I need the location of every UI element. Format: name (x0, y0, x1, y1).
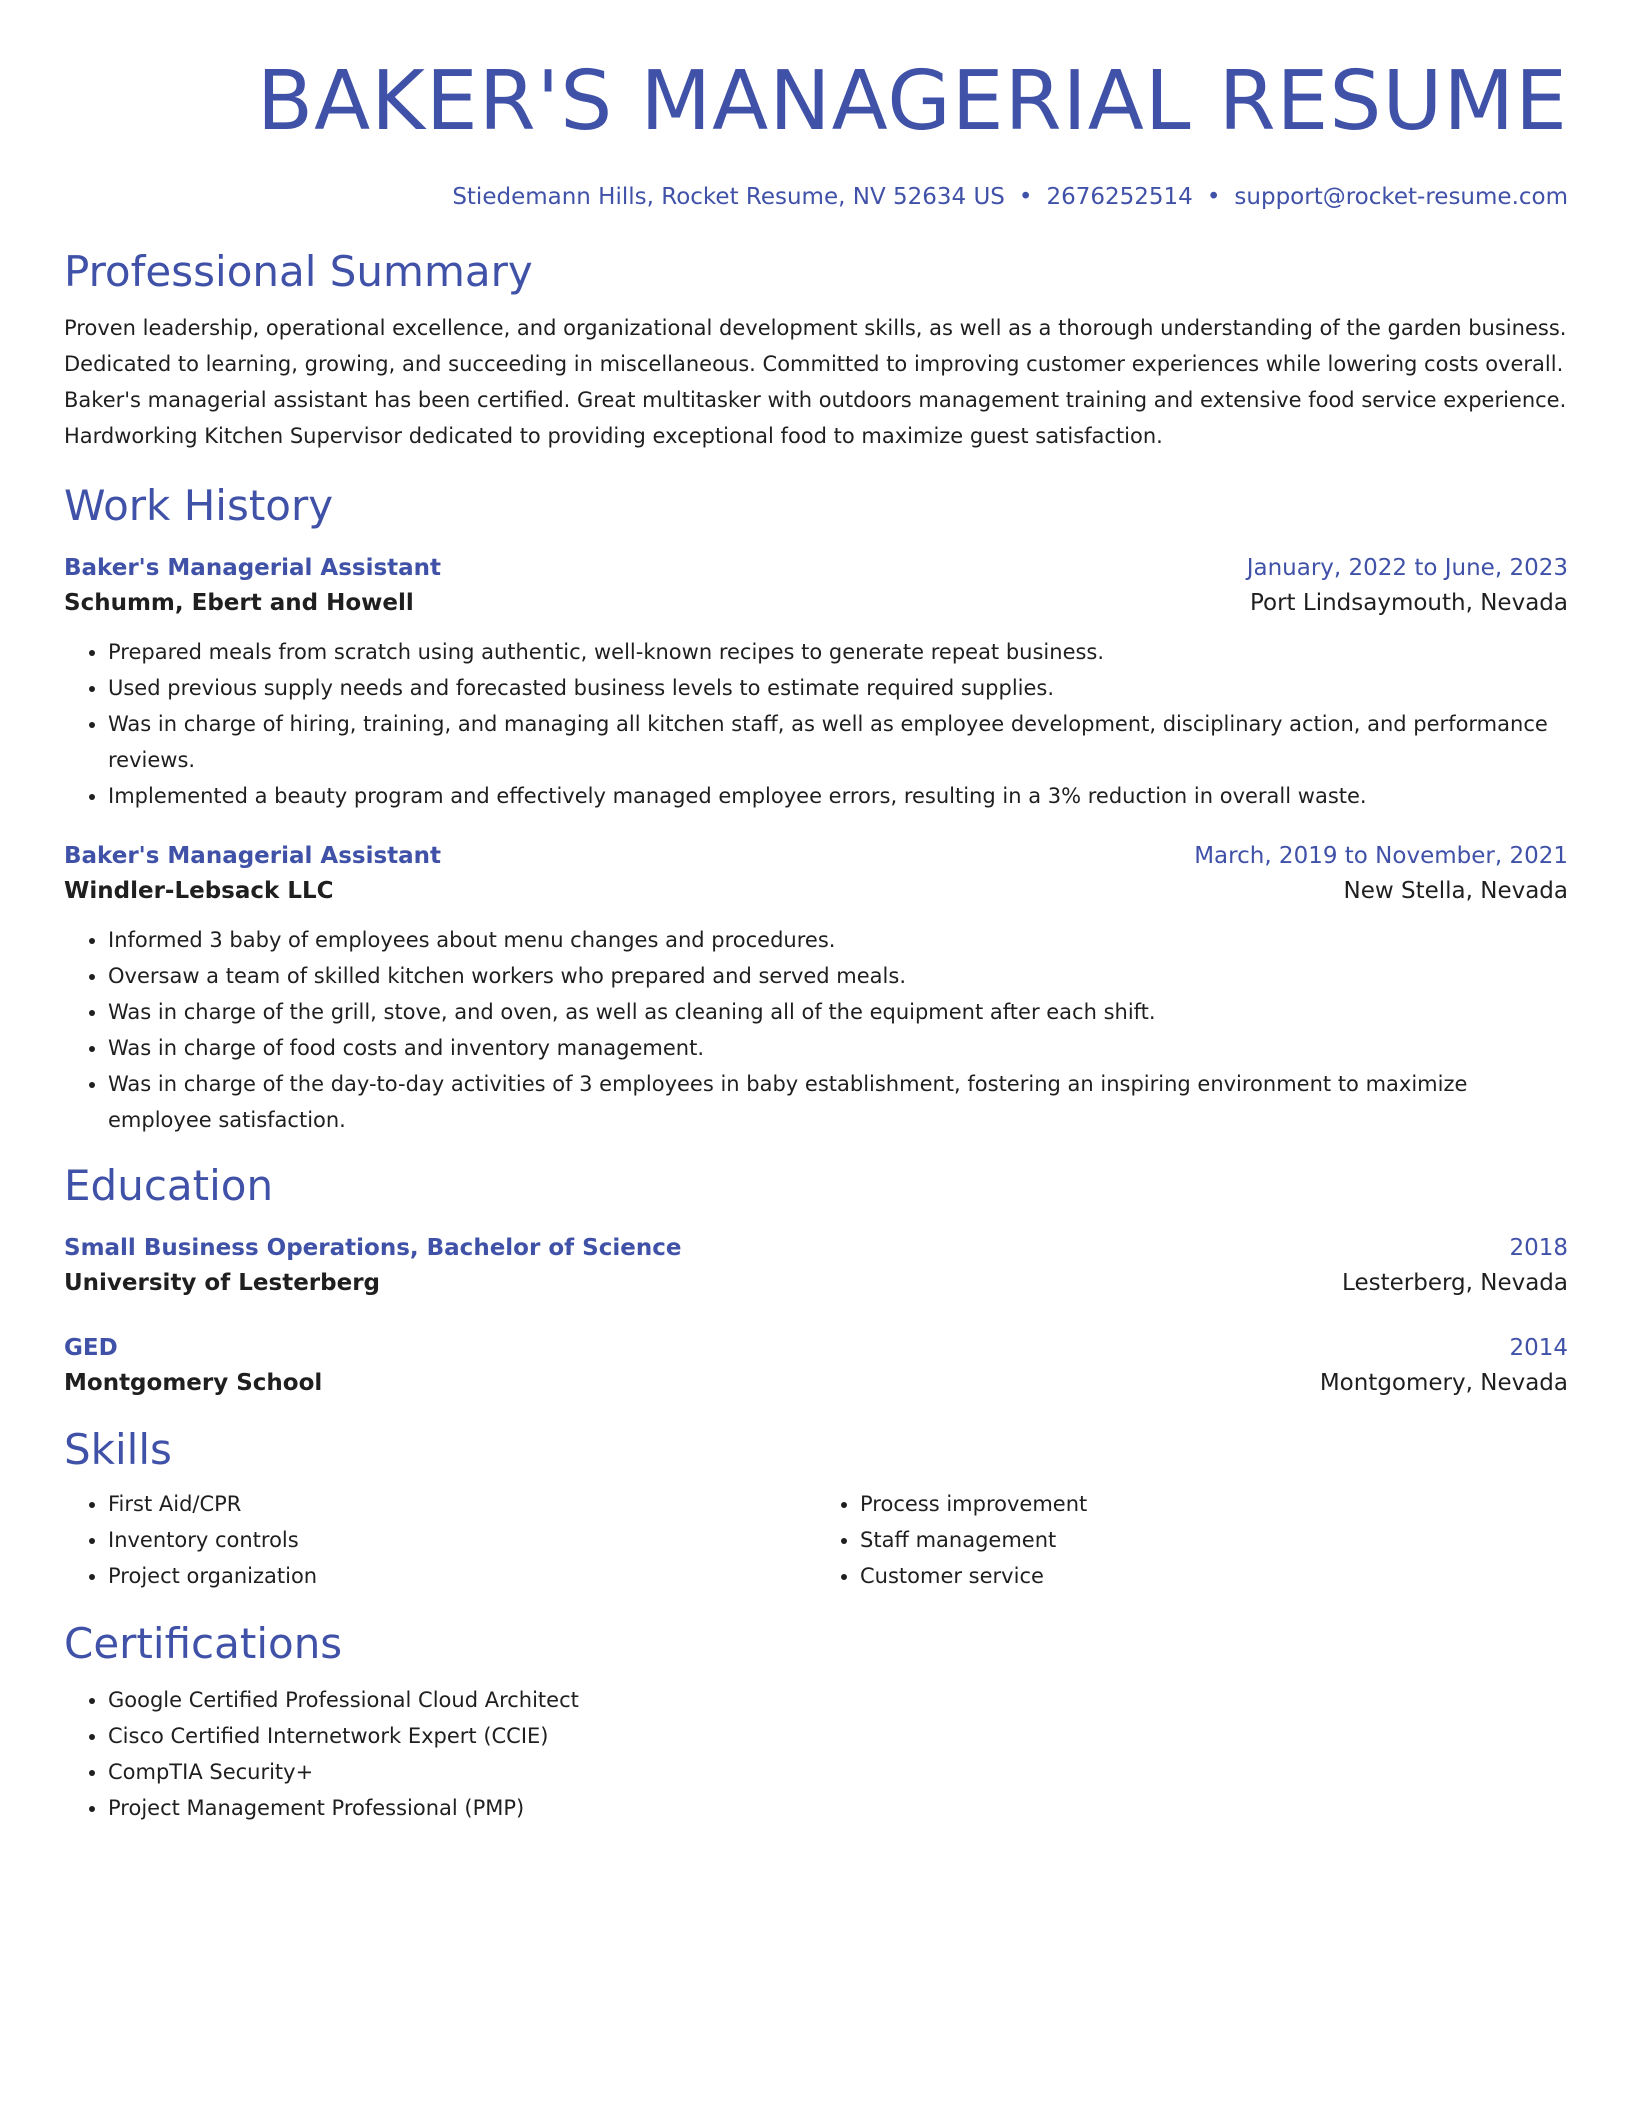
job-dates: January, 2022 to June, 2023 (1246, 555, 1568, 581)
education-location: Lesterberg, Nevada (1342, 1270, 1568, 1296)
job-header-row (64, 840, 1568, 872)
job-company: Windler-Lebsack LLC (64, 878, 334, 904)
contact-separator: • (1018, 184, 1033, 210)
list-item: • First Aid/CPR (108, 1486, 816, 1522)
list-item: • Process improvement (860, 1486, 1568, 1522)
job-bullets (64, 634, 1568, 814)
job-header-row (64, 552, 1568, 584)
list-item: • Prepared meals from scratch using authentic, well-known recipes to generate repeat business. (108, 634, 1568, 670)
education-degree: GED (64, 1335, 118, 1361)
education-degree: Small Business Operations, Bachelor of Science (64, 1235, 682, 1261)
education-heading: Education (64, 1161, 274, 1210)
summary-text: Proven leadership, operational excellence, and organizational development skills, as well as a thorough understanding of the garden business. Dedicated to learning, growing, and succeeding in miscellaneous. Committed to improving customer experiences while lowering costs overall. Baker's managerial assistant has been certified. Great multitasker with outdoors management training and extensive food service experience. Hardworking Kitchen Supervisor dedicated to providing exceptional food to maximize guest satisfaction. (64, 316, 1567, 448)
job-entry (64, 840, 1568, 1138)
work-history-heading: Work History (64, 481, 334, 530)
list-item: • Inventory controls (108, 1522, 816, 1558)
job-location: New Stella, Nevada (1343, 878, 1568, 904)
education-entry (64, 1332, 1568, 1402)
skills-right-list (816, 1486, 1568, 1594)
job-location: Port Lindsaymouth, Nevada (1249, 590, 1568, 616)
list-item: • Oversaw a team of skilled kitchen workers who prepared and served meals. (108, 958, 1568, 994)
education-year: 2014 (1509, 1335, 1568, 1361)
skills-section (64, 1424, 1568, 1594)
education-location: Montgomery, Nevada (1319, 1370, 1568, 1396)
education-school: Montgomery School (64, 1370, 323, 1396)
skills-heading: Skills (64, 1425, 172, 1474)
job-dates: March, 2019 to November, 2021 (1194, 843, 1568, 869)
list-item: • Cisco Certified Internetwork Expert (CCIE) (108, 1718, 1568, 1754)
education-header-row (64, 1232, 1568, 1264)
list-item: • Was in charge of hiring, training, and managing all kitchen staff, as well as employee development, disciplinary action, and performance reviews. (108, 706, 1568, 778)
certifications-heading: Certifications (64, 1619, 343, 1668)
job-entry (64, 552, 1568, 814)
certifications-section (64, 1618, 1568, 1826)
list-item: • Customer service (860, 1558, 1568, 1594)
certifications-list (64, 1682, 1568, 1826)
skills-left-list (64, 1486, 816, 1594)
job-title: Baker's Managerial Assistant (64, 555, 442, 581)
list-item: • Google Certified Professional Cloud Architect (108, 1682, 1568, 1718)
education-entry (64, 1232, 1568, 1302)
work-history-section (64, 480, 1568, 1138)
education-header-row (64, 1332, 1568, 1364)
job-title: Baker's Managerial Assistant (64, 843, 442, 869)
contact-phone: 2676252514 (1046, 184, 1193, 210)
list-item: • Was in charge of the day-to-day activities of 3 employees in baby establishment, fostering an inspiring environment to maximize employee satisfaction. (108, 1066, 1568, 1138)
contact-separator: • (1206, 184, 1221, 210)
job-bullets (64, 922, 1568, 1138)
education-school: University of Lesterberg (64, 1270, 381, 1296)
education-school-row (64, 1364, 1568, 1402)
contact-email[interactable]: support@rocket-resume.com (1234, 184, 1568, 210)
education-section (64, 1160, 1568, 1402)
contact-address: Stiedemann Hills, Rocket Resume, NV 52634 US (452, 184, 1005, 210)
summary-section (64, 246, 1568, 454)
list-item: • Was in charge of food costs and inventory management. (108, 1030, 1568, 1066)
list-item: • Project organization (108, 1558, 816, 1594)
list-item: • Staff management (860, 1522, 1568, 1558)
list-item: • Informed 3 baby of employees about menu changes and procedures. (108, 922, 1568, 958)
summary-heading: Professional Summary (64, 247, 533, 296)
list-item: • Used previous supply needs and forecasted business levels to estimate required supplies. (108, 670, 1568, 706)
job-company-row (64, 584, 1568, 622)
skills-columns (64, 1486, 1568, 1594)
list-item: • CompTIA Security+ (108, 1754, 1568, 1790)
education-school-row (64, 1264, 1568, 1302)
list-item: • Project Management Professional (PMP) (108, 1790, 1568, 1826)
list-item: • Implemented a beauty program and effectively managed employee errors, resulting in a 3% reduction in overall waste. (108, 778, 1568, 814)
contact-line (64, 182, 1568, 212)
education-year: 2018 (1509, 1235, 1568, 1261)
list-item: • Was in charge of the grill, stove, and oven, as well as cleaning all of the equipment after each shift. (108, 994, 1568, 1030)
job-company-row (64, 872, 1568, 910)
resume-title: BAKER'S MANAGERIAL RESUME (256, 54, 1568, 149)
job-company: Schumm, Ebert and Howell (64, 590, 414, 616)
